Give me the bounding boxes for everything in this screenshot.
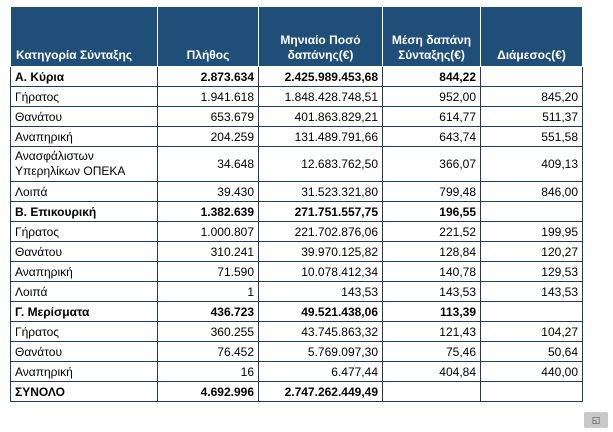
header-average: Μέση δαπάνη Σύνταξης(€) <box>383 7 481 67</box>
cell-category: Αναπηρική <box>11 127 158 147</box>
cell-category: Β. Επικουρική <box>11 202 158 222</box>
cell-count: 39.430 <box>158 182 259 202</box>
cell-median <box>481 202 583 222</box>
cell-monthly-amount: 49.521.438,06 <box>259 302 383 322</box>
cell-average: 366,07 <box>383 147 481 182</box>
cell-median: 409,13 <box>481 147 583 182</box>
table-row <box>11 182 583 202</box>
cell-monthly-amount: 39.970.125,82 <box>259 242 383 262</box>
table-row <box>11 127 583 147</box>
table-row <box>11 262 583 282</box>
cell-category: Αναπηρική <box>11 262 158 282</box>
cell-category: Λοιπά <box>11 182 158 202</box>
cell-category: Γήρατος <box>11 322 158 342</box>
cell-monthly-amount: 131.489.791,66 <box>259 127 383 147</box>
cell-average: 143,53 <box>383 282 481 302</box>
cell-count: 76.452 <box>158 342 259 362</box>
cell-count: 4.692.996 <box>158 382 259 402</box>
cell-monthly-amount: 43.745.863,32 <box>259 322 383 342</box>
table-row-summary <box>11 67 583 87</box>
cell-monthly-amount: 143,53 <box>259 282 383 302</box>
cell-category: Γήρατος <box>11 222 158 242</box>
header-category: Κατηγορία Σύνταξης <box>11 7 158 67</box>
cell-monthly-amount: 401.863.829,21 <box>259 107 383 127</box>
cell-category: Γήρατος <box>11 87 158 107</box>
table-row <box>11 107 583 127</box>
cell-monthly-amount: 10.078.412,34 <box>259 262 383 282</box>
table-row <box>11 222 583 242</box>
cell-category: Θανάτου <box>11 242 158 262</box>
header-monthly-amount: Μηνιαίο Ποσό δαπάνης(€) <box>259 7 383 67</box>
cell-count: 310.241 <box>158 242 259 262</box>
cell-count: 1 <box>158 282 259 302</box>
table-row <box>11 242 583 262</box>
cell-median: 129,53 <box>481 262 583 282</box>
table-row-summary <box>11 302 583 322</box>
cell-monthly-amount: 31.523.321,80 <box>259 182 383 202</box>
cell-median: 143,53 <box>481 282 583 302</box>
cell-count: 1.000.807 <box>158 222 259 242</box>
cell-count: 71.590 <box>158 262 259 282</box>
cell-category: Α. Κύρια <box>11 67 158 87</box>
cell-average: 643,74 <box>383 127 481 147</box>
cell-average: 844,22 <box>383 67 481 87</box>
cell-median: 440,00 <box>481 362 583 382</box>
cell-category: Λοιπά <box>11 282 158 302</box>
cell-count: 1.941.618 <box>158 87 259 107</box>
table-row-summary <box>11 202 583 222</box>
pension-table <box>10 6 583 402</box>
cell-average: 799,48 <box>383 182 481 202</box>
table-row <box>11 362 583 382</box>
cell-median <box>481 302 583 322</box>
table-row <box>11 282 583 302</box>
cell-average: 614,77 <box>383 107 481 127</box>
cell-count: 34.648 <box>158 147 259 182</box>
cell-count: 16 <box>158 362 259 382</box>
cell-median: 120,27 <box>481 242 583 262</box>
cell-category: ΣΥΝΟΛΟ <box>11 382 158 402</box>
cell-monthly-amount: 12.683.762,50 <box>259 147 383 182</box>
cell-count: 653.679 <box>158 107 259 127</box>
table-body <box>11 67 583 402</box>
cell-count: 1.382.639 <box>158 202 259 222</box>
cell-median: 199,95 <box>481 222 583 242</box>
cell-average <box>383 382 481 402</box>
cell-category: Αναπηρική <box>11 362 158 382</box>
cell-median: 845,20 <box>481 87 583 107</box>
cell-count: 436.723 <box>158 302 259 322</box>
cell-count: 204.259 <box>158 127 259 147</box>
cell-monthly-amount: 221.702.876,06 <box>259 222 383 242</box>
cell-average: 113,39 <box>383 302 481 322</box>
cell-median: 551,58 <box>481 127 583 147</box>
cell-median: 846,00 <box>481 182 583 202</box>
cell-category: Θανάτου <box>11 342 158 362</box>
cell-average: 140,78 <box>383 262 481 282</box>
cell-average: 128,84 <box>383 242 481 262</box>
cell-median <box>481 67 583 87</box>
table-row <box>11 342 583 362</box>
header-count: Πλήθος <box>158 7 259 67</box>
cell-category: Ανασφάλιστων Υπερηλίκων ΟΠΕΚΑ <box>11 147 158 182</box>
cell-category: Θανάτου <box>11 107 158 127</box>
cell-median: 511,37 <box>481 107 583 127</box>
cell-average: 196,55 <box>383 202 481 222</box>
cell-monthly-amount: 2.425.989.453,68 <box>259 67 383 87</box>
table-row <box>11 147 583 182</box>
cell-average: 75,46 <box>383 342 481 362</box>
cell-average: 121,43 <box>383 322 481 342</box>
table-row <box>11 322 583 342</box>
cell-monthly-amount: 2.747.262.449,49 <box>259 382 383 402</box>
cell-monthly-amount: 5.769.097,30 <box>259 342 383 362</box>
table-row <box>11 87 583 107</box>
header-row <box>11 7 583 67</box>
cell-average: 952,00 <box>383 87 481 107</box>
table-row-summary <box>11 382 583 402</box>
cell-monthly-amount: 1.848.428.748,51 <box>259 87 383 107</box>
header-median: Διάμεσος(€) <box>481 7 583 67</box>
cell-median: 50,64 <box>481 342 583 362</box>
cell-category: Γ. Μερίσματα <box>11 302 158 322</box>
cell-count: 2.873.634 <box>158 67 259 87</box>
watermark-icon: ◱ <box>584 412 608 428</box>
cell-monthly-amount: 6.477,44 <box>259 362 383 382</box>
cell-median <box>481 382 583 402</box>
cell-count: 360.255 <box>158 322 259 342</box>
cell-average: 404,84 <box>383 362 481 382</box>
cell-average: 221,52 <box>383 222 481 242</box>
cell-median: 104,27 <box>481 322 583 342</box>
pension-table-container <box>10 6 582 402</box>
cell-monthly-amount: 271.751.557,75 <box>259 202 383 222</box>
